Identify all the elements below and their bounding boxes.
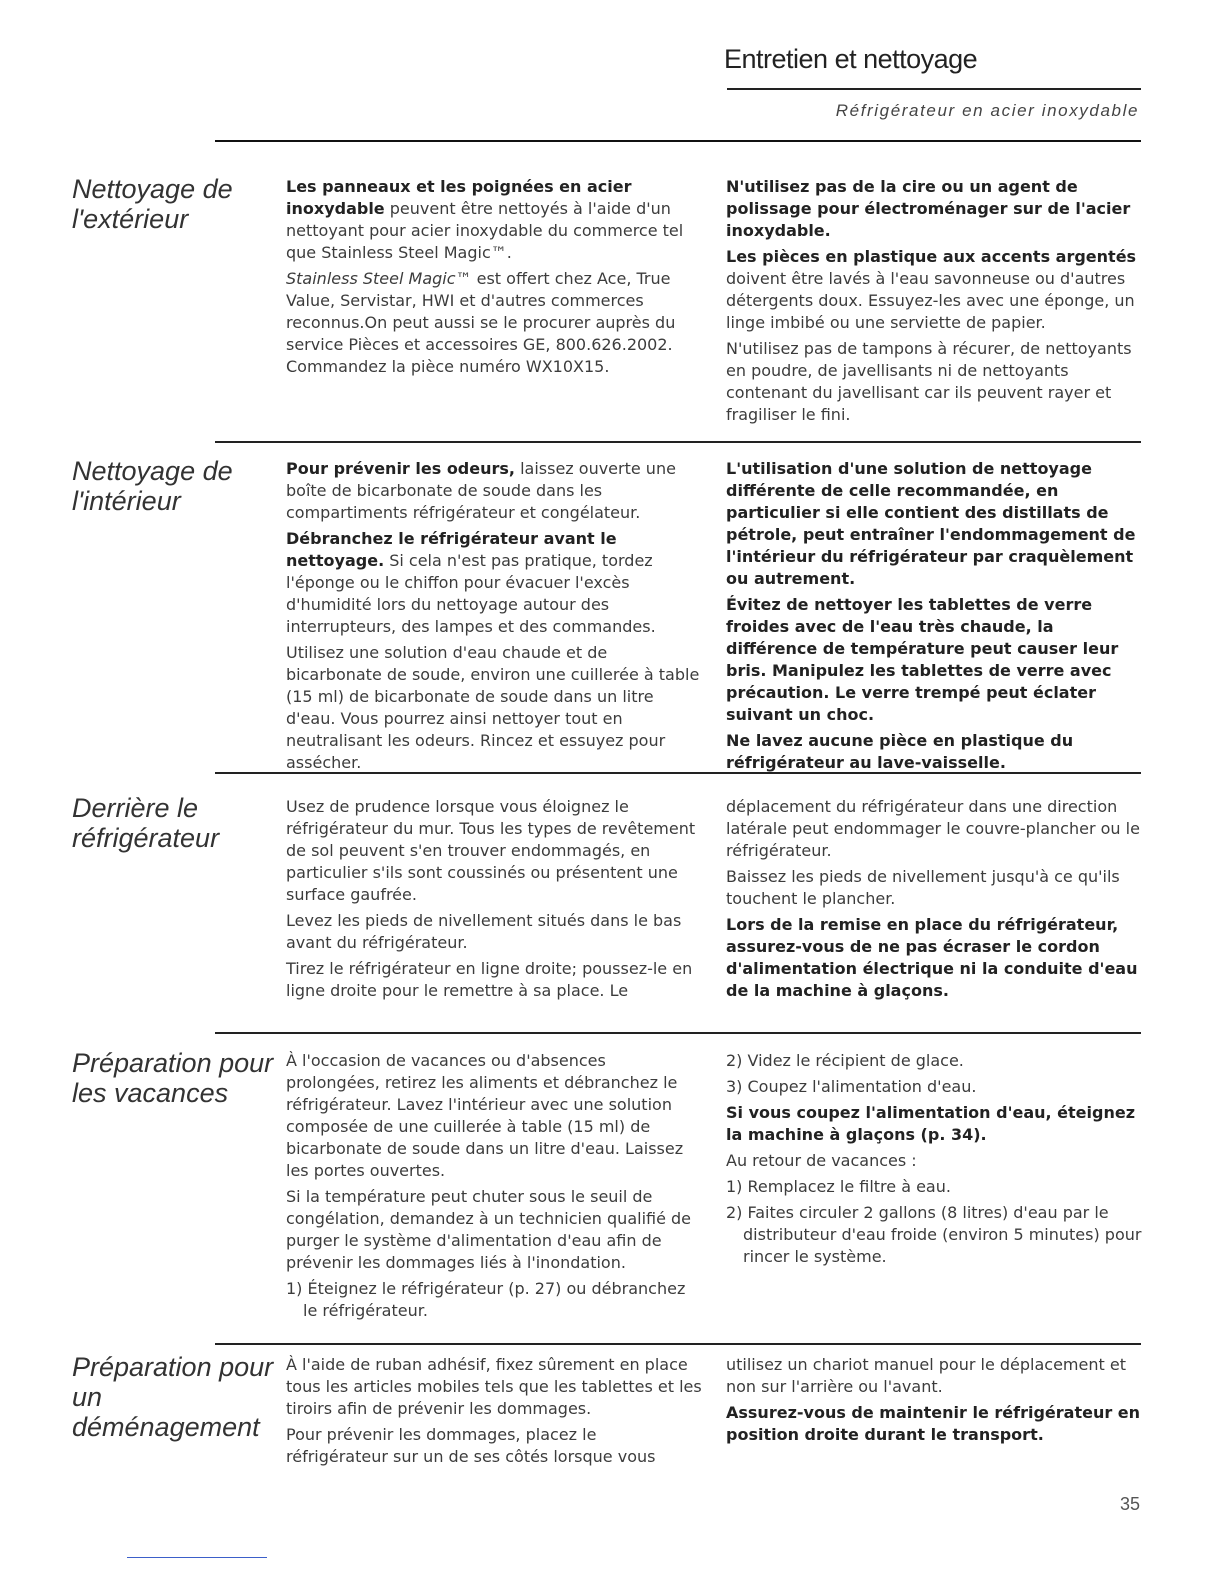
text: Utilisez une solution d'eau chaude et de bicarbonate de soude, environ une cuillerée à table (15 ml) de bicarbonate de soude dans un litre d'eau. Vous pourrez ainsi nettoyer tout en neutralisant les odeurs. Rincez et essuyez pour assécher. bbox=[286, 643, 700, 772]
text: Pour prévenir les dommages, placez le réfrigérateur sur un de ses côtés lorsque vous bbox=[286, 1425, 656, 1466]
page-number: 35 bbox=[1120, 1494, 1141, 1514]
exterior-column-1 bbox=[286, 176, 702, 382]
text: Au retour de vacances : bbox=[726, 1151, 917, 1170]
page-subtitle: Réfrigérateur en acier inoxydable bbox=[835, 101, 1139, 120]
list-item: 2) Videz le récipient de glace. bbox=[726, 1051, 964, 1070]
text-italic: Stainless Steel Magic™ bbox=[286, 269, 472, 288]
heading-behind: Derrière le réfrigérateur bbox=[72, 793, 220, 853]
interior-column-2 bbox=[726, 458, 1142, 778]
text: À l'aide de ruban adhésif, fixez sûrement en place tous les articles mobiles tels que les tablettes et les tiroirs afin de prévenir les dommages. bbox=[286, 1355, 702, 1418]
text-bold: Lors de la remise en place du réfrigérateur, assurez-vous de ne pas écraser le cordon d'alimentation électrique ni la conduite d'eau de la machine à glaçons. bbox=[726, 915, 1138, 1000]
section-divider bbox=[215, 1032, 1141, 1034]
text: doivent être lavés à l'eau savonneuse ou d'autres détergents doux. Essuyez-les avec une éponge, un linge imbibé ou une serviette de papier. bbox=[726, 269, 1135, 332]
heading-exterior: Nettoyage de l'extérieur bbox=[72, 174, 233, 234]
text-bold: Débranchez le réfrigérateur avant le nettoyage. bbox=[286, 529, 617, 570]
section-divider bbox=[215, 441, 1141, 443]
text-bold: Évitez de nettoyer les tablettes de verre froides avec de l'eau très chaude, la différence de température peut causer leur bris. Manipulez les tablettes de verre avec précaution. Le verre trempé peut éclater suivant un choc. bbox=[726, 595, 1119, 724]
text: Baissez les pieds de nivellement jusqu'à ce qu'ils touchent le plancher. bbox=[726, 867, 1120, 908]
vacation-column-2 bbox=[726, 1050, 1142, 1272]
text: utilisez un chariot manuel pour le déplacement et non sur l'arrière ou l'avant. bbox=[726, 1355, 1126, 1396]
list-item: 2) Faites circuler 2 gallons (8 litres) d'eau par le distributeur d'eau froide (environ 5 minutes) pour rincer le système. bbox=[726, 1203, 1142, 1266]
text-bold: L'utilisation d'une solution de nettoyage différente de celle recommandée, en particulier si elle contient des distillats de pétrole, peut entraîner l'endommagement de l'intérieur du réfrigérateur par craquèlement ou autrement. bbox=[726, 459, 1136, 588]
list-item: 1) Éteignez le réfrigérateur (p. 27) ou débranchez le réfrigérateur. bbox=[286, 1279, 686, 1320]
text: Si la température peut chuter sous le seuil de congélation, demandez à un technicien qualifié de purger le système d'alimentation d'eau afin de prévenir les dommages liés à l'inondation. bbox=[286, 1187, 692, 1272]
text: peuvent être nettoyés à l'aide d'un nettoyant pour acier inoxydable du commerce tel que Stainless Steel Magic™. bbox=[286, 199, 684, 262]
heading-moving: Préparation pour un déménagement bbox=[72, 1352, 274, 1442]
top-divider bbox=[215, 140, 1141, 142]
text: Si cela n'est pas pratique, tordez l'éponge ou le chiffon pour évacuer l'excès d'humidité lors du nettoyage autour des interrupteurs, des lampes et des commandes. bbox=[286, 551, 656, 636]
list-item: 3) Coupez l'alimentation d'eau. bbox=[726, 1077, 977, 1096]
text-bold: Les pièces en plastique aux accents argentés bbox=[726, 247, 1137, 266]
footer-line bbox=[127, 1557, 267, 1558]
section-divider bbox=[215, 772, 1141, 774]
text: est offert chez Ace, True Value, Servistar, HWI et d'autres commerces reconnus.On peut aussi se le procurer auprès du service Pièces et accessoires GE, 800.626.2002. Commandez la pièce numéro WX10X15. bbox=[286, 269, 676, 376]
moving-column-2 bbox=[726, 1354, 1142, 1450]
text: déplacement du réfrigérateur dans une direction latérale peut endommager le couvre-plancher ou le réfrigérateur. bbox=[726, 797, 1140, 860]
text-bold: Pour prévenir les odeurs, bbox=[286, 459, 515, 478]
text-bold: Assurez-vous de maintenir le réfrigérateur en position droite durant le transport. bbox=[726, 1403, 1141, 1444]
text: laissez ouverte une boîte de bicarbonate de soude dans les compartiments réfrigérateur et congélateur. bbox=[286, 459, 676, 522]
header-rule bbox=[727, 88, 1141, 90]
behind-column-2 bbox=[726, 796, 1142, 1006]
vacation-column-1 bbox=[286, 1050, 702, 1326]
text-bold: Ne lavez aucune pièce en plastique du réfrigérateur au lave-vaisselle. bbox=[726, 731, 1074, 772]
behind-column-1 bbox=[286, 796, 702, 1006]
text-bold: Les panneaux et les poignées en acier inoxydable bbox=[286, 177, 632, 218]
text-bold: N'utilisez pas de la cire ou un agent de polissage pour électroménager sur de l'acier inoxydable. bbox=[726, 177, 1131, 240]
page-section-title: Entretien et nettoyage bbox=[724, 44, 978, 74]
heading-interior: Nettoyage de l'intérieur bbox=[72, 456, 233, 516]
text: Tirez le réfrigérateur en ligne droite; poussez-le en ligne droite pour le remettre à sa place. Le bbox=[286, 959, 693, 1000]
text-bold: Si vous coupez l'alimentation d'eau, éteignez la machine à glaçons (p. 34). bbox=[726, 1103, 1136, 1144]
section-divider bbox=[215, 1343, 1141, 1345]
text: Levez les pieds de nivellement situés dans le bas avant du réfrigérateur. bbox=[286, 911, 682, 952]
text: N'utilisez pas de tampons à récurer, de nettoyants en poudre, de javellisants ni de nettoyants contenant du javellisant car ils peuvent rayer et fragiliser le fini. bbox=[726, 339, 1132, 424]
moving-column-1 bbox=[286, 1354, 702, 1472]
heading-vacation: Préparation pour les vacances bbox=[72, 1048, 274, 1108]
interior-column-1 bbox=[286, 458, 702, 778]
list-item: 1) Remplacez le filtre à eau. bbox=[726, 1177, 951, 1196]
exterior-column-2 bbox=[726, 176, 1142, 430]
text: À l'occasion de vacances ou d'absences prolongées, retirez les aliments et débranchez le réfrigérateur. Lavez l'intérieur avec une solution composée de une cuillerée à table (15 ml) de bicarbonate de soude dans un litre d'eau. Laissez les portes ouvertes. bbox=[286, 1051, 684, 1180]
text: Usez de prudence lorsque vous éloignez le réfrigérateur du mur. Tous les types de revêtement de sol peuvent s'en trouver endommagés, en particulier s'ils sont coussinés ou présentent une surface gaufrée. bbox=[286, 797, 696, 904]
